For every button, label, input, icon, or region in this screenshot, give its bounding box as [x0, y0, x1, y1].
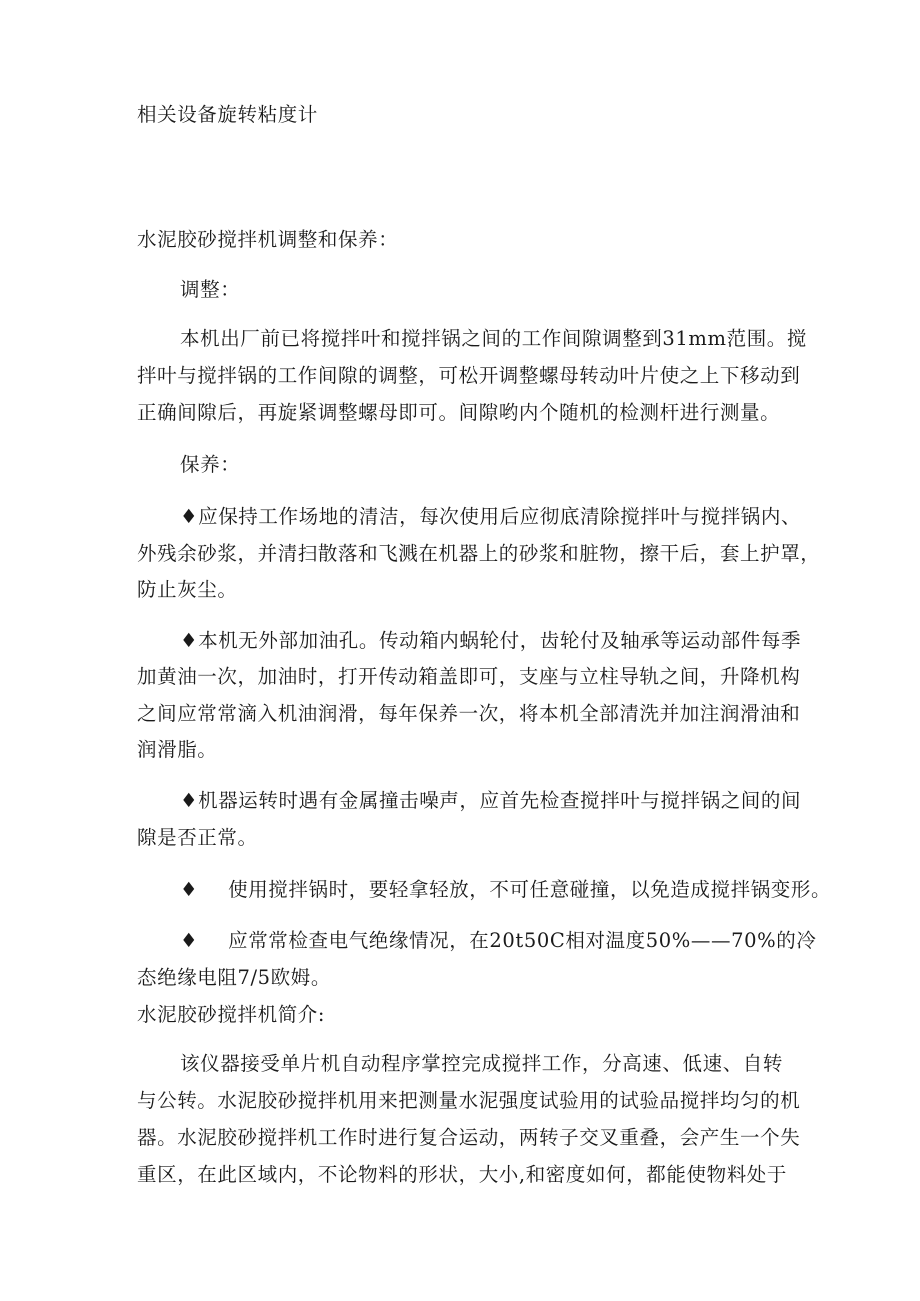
maintain-item-3-line: ♦机器运转时遇有金属撞击噪声，应首先检查搅拌叶与搅拌锅之间的间: [180, 789, 802, 812]
section-heading-adjust-maintain: 水泥胶砂搅拌机调整和保养：: [137, 228, 399, 251]
maintain-item-3-line: 隙是否正常。: [137, 826, 258, 849]
intro-paragraph-line: 该仪器接受单片机自动程序掌控完成搅拌工作，分高速、低速、自转: [180, 1052, 784, 1075]
adjust-paragraph-line: 本机出厂前已将搅拌叶和搅拌锅之间的工作间隙调整到31mm范围。搅: [180, 327, 807, 350]
maintain-item-2-line: 润滑脂。: [137, 738, 218, 761]
intro-paragraph-line: 重区，在此区域内，不论物料的形状，大小,和密度如何，都能使物料处于: [137, 1163, 787, 1186]
bullet-icon: ♦: [180, 789, 199, 812]
maintain-item-1-line: 外残余砂浆，并清扫散落和飞溅在机器上的砂浆和脏物，擦干后，套上护罩，: [137, 542, 821, 565]
subheading-adjust: 调整：: [180, 278, 241, 301]
bullet-icon: ♦: [180, 929, 199, 952]
bullet-icon: ♦: [180, 505, 199, 528]
section-heading-intro: 水泥胶砂搅拌机简介:: [137, 1003, 326, 1026]
maintain-item-5-line: ♦ 应常常检查电气绝缘情况，在20t50C相对温度50%——70%的冷: [180, 929, 817, 952]
maintain-item-2-line: ♦本机无外部加油孔。传动箱内蜗轮付，齿轮付及轴承等运动部件每季: [180, 629, 802, 652]
header-title: 相关设备旋转粘度计: [137, 103, 318, 126]
adjust-paragraph-line: 正确间隙后，再旋紧调整螺母即可。间隙哟内个随机的检测杆进行测量。: [137, 401, 781, 424]
maintain-item-4-line: ♦ 使用搅拌锅时，要轻拿轻放，不可任意碰撞，以免造成搅拌锅变形。: [180, 878, 832, 901]
maintain-item-1-line: 防止灰尘。: [137, 578, 238, 601]
bullet-icon: ♦: [180, 878, 199, 901]
maintain-item-5-line: 态绝缘电阻7/5欧姆。: [137, 966, 331, 989]
intro-paragraph-line: 与公转。水泥胶砂搅拌机用来把测量水泥强度试验用的试验品搅拌均匀的机: [137, 1089, 801, 1112]
adjust-paragraph-line: 拌叶与搅拌锅的工作间隙的调整，可松开调整螺母转动叶片使之上下移动到: [137, 364, 801, 387]
maintain-item-2-line: 之间应常常滴入机油润滑，每年保养一次，将本机全部清洗并加注润滑油和: [137, 702, 801, 725]
intro-paragraph-line: 器。水泥胶砂搅拌机工作时进行复合运动，两转子交叉重叠，会产生一个失: [137, 1126, 801, 1149]
maintain-item-2-line: 加黄油一次，加油时，打开传动箱盖即可，支座与立柱导轨之间，升降机构: [137, 665, 801, 688]
subheading-maintain: 保养：: [180, 453, 241, 476]
bullet-icon: ♦: [180, 629, 199, 652]
maintain-item-1-line: ♦应保持工作场地的清洁，每次使用后应彻底清除搅拌叶与搅拌锅内、: [180, 505, 802, 528]
